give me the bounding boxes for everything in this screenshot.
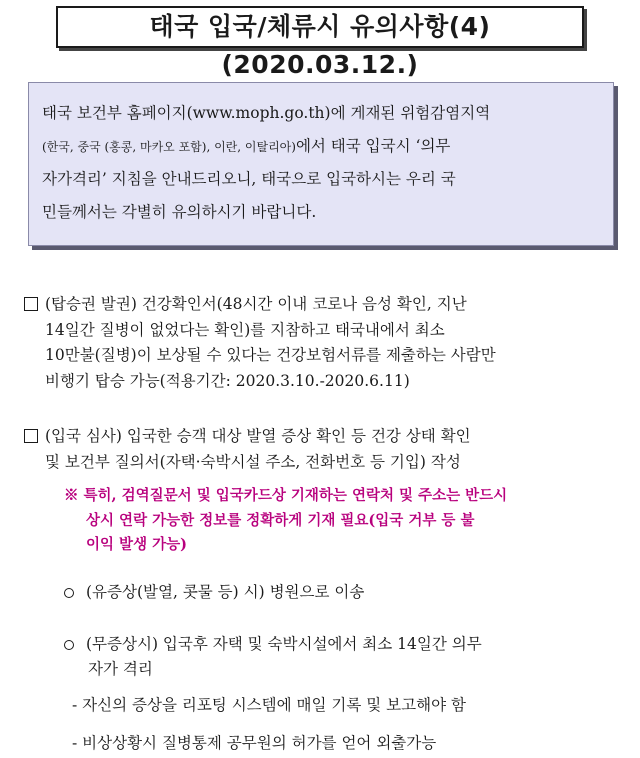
circle-bullet-icon	[64, 640, 74, 650]
circle-bullet-icon	[64, 588, 74, 598]
warning-line-3: 이익 발생 가능)	[86, 536, 187, 553]
bullet-symptomatic-text: (유증상(발열, 콧물 등) 시) 병원으로 이송	[86, 583, 365, 601]
bullet-asymptomatic-line-1: (무증상시) 입국후 자택 및 숙박시설에서 최소 14일간 의무	[86, 635, 482, 653]
page-title: 태국 입국/체류시 유의사항(4)(2020.03.12.)	[149, 12, 491, 79]
notice-line-2	[42, 130, 601, 164]
item-boarding-line-2: 14일간 질병이 없었다는 확인)를 지참하고 태국내에서 최소	[45, 320, 445, 339]
item-boarding-line-4: 비행기 탑승 가능(적용기간: 2020.3.10.-2020.6.11)	[45, 371, 410, 390]
warning-line-2: 상시 연락 가능한 정보를 정확하게 기재 필요(입국 거부 등 불	[86, 511, 475, 529]
notice-line-2-rest: 에서 태국 입국시 ‘의무	[295, 136, 451, 155]
warning-note	[64, 484, 624, 558]
bullet-asymptomatic-line-2: 자가 격리	[88, 660, 153, 678]
warning-line-1: ※ 특히, 검역질문서 및 입국카드상 기재하는 연락처 및 주소는 반드시	[64, 487, 508, 504]
notice-line-3: 자가격리’ 지침을 안내드리오니, 태국으로 입국하시는 우리 국	[42, 170, 456, 188]
item-immigration	[24, 424, 624, 475]
checkbox-icon	[24, 297, 38, 311]
notice-line-4: 민들께서는 각별히 유의하시기 바랍니다.	[42, 202, 317, 221]
notice-box	[28, 82, 614, 246]
item-boarding-line-1: (탑승권 발권) 건강확인서(48시간 이내 코로나 음성 확인, 지난	[45, 295, 467, 313]
notice-line-1: 태국 보건부 홈페이지(www.moph.go.th)에 게재된 위험감염지역	[42, 104, 491, 122]
item-boarding-line-3: 10만불(질병)이 보상될 수 있다는 건강보험서류를 제출하는 사람만	[45, 346, 496, 364]
bullet-symptomatic	[64, 580, 624, 605]
bullet-asymptomatic	[64, 632, 624, 682]
title-box	[56, 6, 584, 79]
checkbox-icon	[24, 429, 38, 443]
notice-countries: (한국, 중국 (홍콩, 마카오 포함), 이란, 이탈리아)	[42, 139, 296, 154]
item-immigration-line-2: 및 보건부 질의서(자택·숙박시설 주소, 전화번호 등 기입) 작성	[45, 452, 461, 471]
item-boarding	[24, 292, 624, 394]
dash-item-reporting: - 자신의 증상을 리포팅 시스템에 매일 기록 및 보고해야 함	[72, 696, 466, 714]
dash-item-outing: - 비상상황시 질병통제 공무원의 허가를 얻어 외출가능	[72, 734, 437, 752]
item-immigration-line-1: (입국 심사) 입국한 승객 대상 발열 증상 확인 등 건강 상태 확인	[45, 427, 471, 445]
